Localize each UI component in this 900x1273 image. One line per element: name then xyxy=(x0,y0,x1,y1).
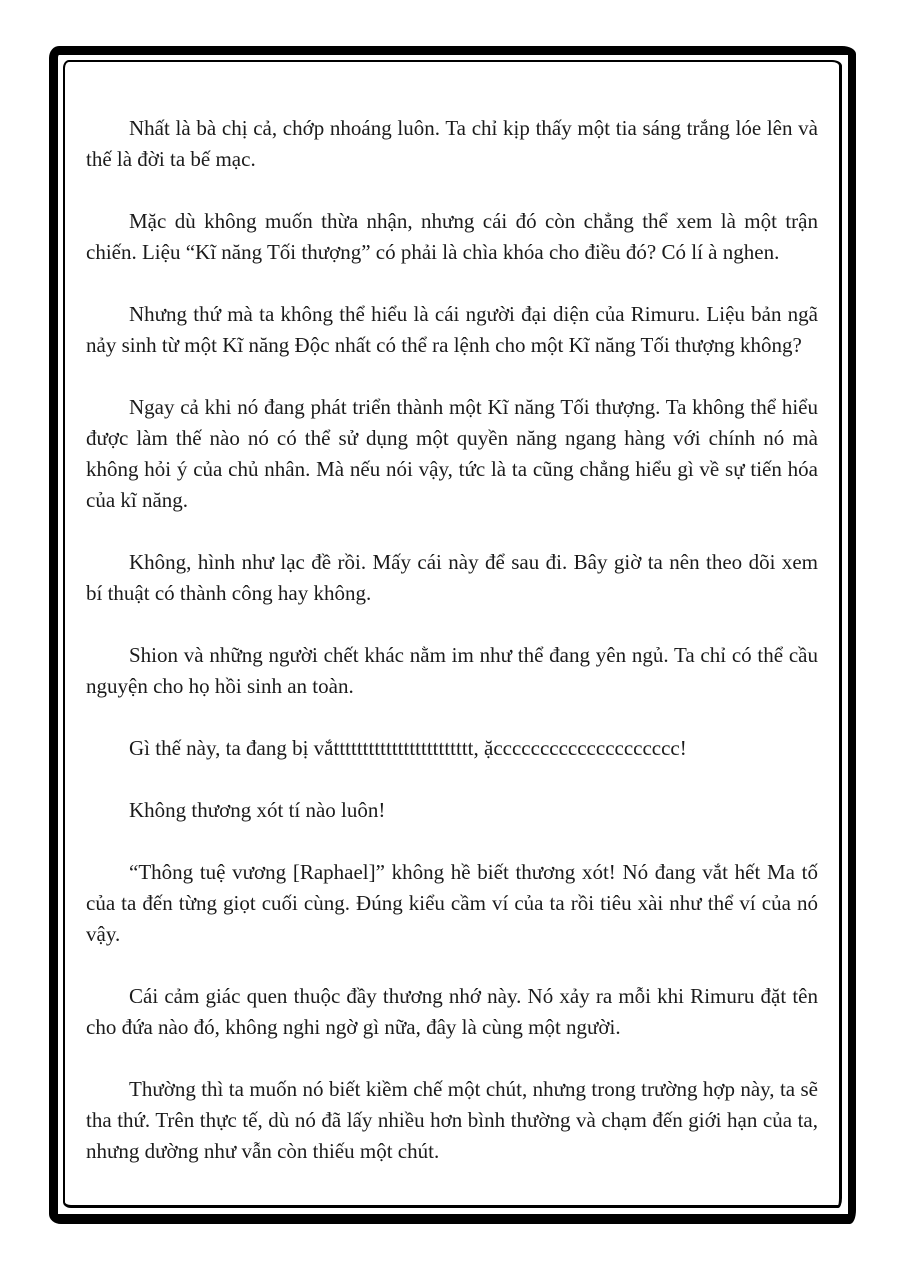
paragraph: Không thương xót tí nào luôn! xyxy=(129,798,386,822)
paragraph: Thường thì ta muốn nó biết kiềm chế một chút, nhưng trong trường hợp này, ta sẽ tha thứ. Trên thực tế, dù nó đã lấy nhiều hơn bình thường và chạm đến giới hạn của ta, nhưng dường như vẫn còn thiếu một chút. xyxy=(86,1077,818,1163)
page-text xyxy=(65,62,839,1205)
paragraph: Shion và những người chết khác nằm im như thể đang yên ngủ. Ta chỉ có thể cầu nguyện cho họ hồi sinh an toàn. xyxy=(86,643,818,698)
page-frame-inner-border xyxy=(63,60,842,1208)
page-frame-outer-border xyxy=(49,46,856,1224)
paragraph: Nhưng thứ mà ta không thể hiểu là cái người đại diện của Rimuru. Liệu bản ngã nảy sinh từ một Kĩ năng Độc nhất có thể ra lệnh cho một Kĩ năng Tối thượng không? xyxy=(86,302,818,357)
paragraph: Không, hình như lạc đề rồi. Mấy cái này để sau đi. Bây giờ ta nên theo dõi xem bí thuật có thành công hay không. xyxy=(86,550,818,605)
paragraph: Gì thế này, ta đang bị vắtttttttttttttttttttttttt, ặcccccccccccccccccccc! xyxy=(129,736,687,760)
paragraph: Ngay cả khi nó đang phát triển thành một Kĩ năng Tối thượng. Ta không thể hiểu được làm thế nào nó có thể sử dụng một quyền năng ngang hàng với chính nó mà không hỏi ý của chủ nhân. Mà nếu nói vậy, tức là ta cũng chẳng hiểu gì về sự tiến hóa của kĩ năng. xyxy=(86,395,818,512)
paragraph: “Thông tuệ vương [Raphael]” không hề biết thương xót! Nó đang vắt hết Ma tố của ta đến từng giọt cuối cùng. Đúng kiểu cầm ví của ta rồi tiêu xài như thể ví của nó vậy. xyxy=(86,860,818,946)
paragraph: Mặc dù không muốn thừa nhận, nhưng cái đó còn chẳng thể xem là một trận chiến. Liệu “Kĩ năng Tối thượng” có phải là chìa khóa cho điều đó? Có lí à nghen. xyxy=(86,209,818,264)
paragraph: Cái cảm giác quen thuộc đầy thương nhớ này. Nó xảy ra mỗi khi Rimuru đặt tên cho đứa nào đó, không nghi ngờ gì nữa, đây là cùng một người. xyxy=(86,984,818,1039)
paragraph: Nhất là bà chị cả, chớp nhoáng luôn. Ta chỉ kịp thấy một tia sáng trắng lóe lên và thế là đời ta bế mạc. xyxy=(86,116,818,171)
